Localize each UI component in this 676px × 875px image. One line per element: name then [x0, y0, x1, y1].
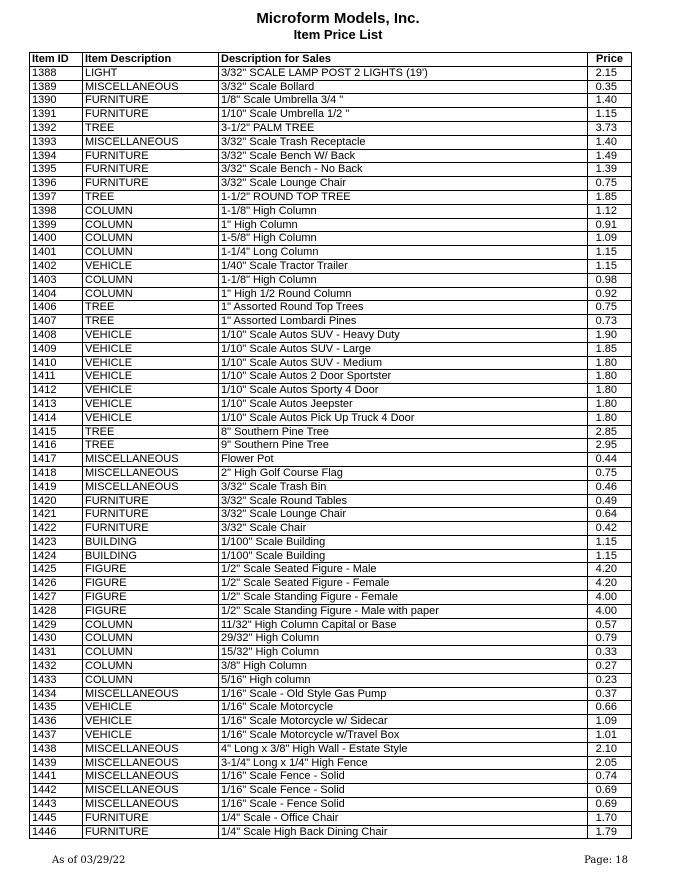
item-description-cell: VEHICLE [83, 370, 219, 384]
table-row [30, 480, 632, 494]
price-cell: 0.91 [588, 218, 632, 232]
table-row [30, 673, 632, 687]
item-id-cell: 1414 [30, 411, 83, 425]
price-cell: 0.98 [588, 273, 632, 287]
sales-description-cell: 1/100" Scale Building [219, 549, 588, 563]
item-id-cell: 1392 [30, 121, 83, 135]
price-cell: 2.85 [588, 425, 632, 439]
table-row [30, 604, 632, 618]
table-row [30, 522, 632, 536]
item-id-cell: 1439 [30, 756, 83, 770]
price-cell: 0.92 [588, 287, 632, 301]
table-body [30, 66, 632, 839]
item-id-cell: 1401 [30, 246, 83, 260]
price-cell: 0.66 [588, 701, 632, 715]
table-row [30, 411, 632, 425]
table-row [30, 729, 632, 743]
sales-description-cell: 4" Long x 3/8" High Wall - Estate Style [219, 742, 588, 756]
item-description-cell: FURNITURE [83, 494, 219, 508]
item-id-cell: 1389 [30, 80, 83, 94]
price-table [29, 52, 632, 839]
item-description-cell: COLUMN [83, 632, 219, 646]
sales-description-cell: 1" High 1/2 Round Column [219, 287, 588, 301]
item-description-cell: FURNITURE [83, 177, 219, 191]
table-row [30, 646, 632, 660]
item-id-cell: 1421 [30, 508, 83, 522]
sales-description-cell: 9" Southern Pine Tree [219, 439, 588, 453]
item-description-cell: VEHICLE [83, 259, 219, 273]
price-cell: 2.05 [588, 756, 632, 770]
item-id-cell: 1442 [30, 784, 83, 798]
sales-description-cell: 1" Assorted Round Top Trees [219, 301, 588, 315]
price-cell: 1.80 [588, 356, 632, 370]
table-row [30, 273, 632, 287]
item-id-cell: 1438 [30, 742, 83, 756]
item-description-cell: MISCELLANEOUS [83, 687, 219, 701]
item-id-cell: 1406 [30, 301, 83, 315]
price-cell: 0.69 [588, 798, 632, 812]
price-cell: 0.35 [588, 80, 632, 94]
item-id-cell: 1399 [30, 218, 83, 232]
item-description-cell: LIGHT [83, 66, 219, 80]
sales-description-cell: 1/4" Scale - Office Chair [219, 811, 588, 825]
item-description-cell: FURNITURE [83, 811, 219, 825]
price-cell: 1.85 [588, 190, 632, 204]
sales-description-cell: 2" High Golf Course Flag [219, 466, 588, 480]
table-row [30, 66, 632, 80]
price-cell: 0.49 [588, 494, 632, 508]
sales-description-cell: 3/8" High Column [219, 660, 588, 674]
price-cell: 1.79 [588, 825, 632, 839]
table-row [30, 742, 632, 756]
sales-description-cell: 1/16" Scale Fence - Solid [219, 784, 588, 798]
item-id-cell: 1441 [30, 770, 83, 784]
sales-description-cell: 1/16" Scale Motorcycle w/Travel Box [219, 729, 588, 743]
table-row [30, 825, 632, 839]
price-cell: 0.46 [588, 480, 632, 494]
item-description-cell: FURNITURE [83, 149, 219, 163]
item-id-cell: 1418 [30, 466, 83, 480]
item-description-cell: TREE [83, 190, 219, 204]
table-row [30, 287, 632, 301]
price-cell: 0.69 [588, 784, 632, 798]
item-description-cell: COLUMN [83, 246, 219, 260]
price-cell: 1.09 [588, 715, 632, 729]
table-row [30, 149, 632, 163]
sales-description-cell: 1/2" Scale Standing Figure - Female [219, 591, 588, 605]
table-row [30, 660, 632, 674]
table-row [30, 508, 632, 522]
table-row [30, 204, 632, 218]
table-row [30, 618, 632, 632]
sales-description-cell: 3/32" Scale Lounge Chair [219, 177, 588, 191]
item-id-cell: 1445 [30, 811, 83, 825]
table-row [30, 259, 632, 273]
price-cell: 1.15 [588, 108, 632, 122]
item-description-cell: TREE [83, 301, 219, 315]
price-cell: 1.80 [588, 397, 632, 411]
sales-description-cell: 5/16" High column [219, 673, 588, 687]
item-id-cell: 1404 [30, 287, 83, 301]
sales-description-cell: 3/32" Scale Trash Bin [219, 480, 588, 494]
item-description-cell: MISCELLANEOUS [83, 135, 219, 149]
item-description-cell: COLUMN [83, 660, 219, 674]
item-description-cell: TREE [83, 121, 219, 135]
sales-description-cell: 1/16" Scale - Old Style Gas Pump [219, 687, 588, 701]
table-row [30, 701, 632, 715]
table-row [30, 301, 632, 315]
item-description-cell: VEHICLE [83, 411, 219, 425]
sales-description-cell: 1/2" Scale Seated Figure - Male [219, 563, 588, 577]
sales-description-cell: 3/32" Scale Chair [219, 522, 588, 536]
table-row [30, 163, 632, 177]
table-row [30, 466, 632, 480]
item-id-cell: 1425 [30, 563, 83, 577]
price-cell: 1.70 [588, 811, 632, 825]
item-description-cell: COLUMN [83, 673, 219, 687]
sales-description-cell: 1/100" Scale Building [219, 535, 588, 549]
sales-description-cell: 1/4" Scale High Back Dining Chair [219, 825, 588, 839]
page-title: Microform Models, Inc. [256, 10, 420, 27]
item-description-cell: VEHICLE [83, 356, 219, 370]
sales-description-cell: 1-1/8" High Column [219, 204, 588, 218]
item-description-cell: FURNITURE [83, 825, 219, 839]
item-description-cell: BUILDING [83, 535, 219, 549]
table-row [30, 342, 632, 356]
price-cell: 0.73 [588, 315, 632, 329]
item-description-cell: FURNITURE [83, 163, 219, 177]
item-id-cell: 1433 [30, 673, 83, 687]
table-row [30, 535, 632, 549]
price-cell: 0.33 [588, 646, 632, 660]
table-row [30, 591, 632, 605]
item-description-cell: FIGURE [83, 591, 219, 605]
item-id-cell: 1408 [30, 328, 83, 342]
price-cell: 0.79 [588, 632, 632, 646]
item-description-cell: VEHICLE [83, 328, 219, 342]
item-description-cell: TREE [83, 439, 219, 453]
price-cell: 1.80 [588, 411, 632, 425]
item-description-cell: COLUMN [83, 204, 219, 218]
price-cell: 1.40 [588, 94, 632, 108]
footer-date: As of 03/29/22 [52, 855, 126, 866]
column-header-item-id: Item ID [30, 53, 83, 67]
sales-description-cell: 1/10" Scale Autos SUV - Large [219, 342, 588, 356]
table-row [30, 811, 632, 825]
table-row [30, 756, 632, 770]
price-cell: 1.12 [588, 204, 632, 218]
page-number: Page: 18 [584, 855, 628, 866]
price-cell: 1.15 [588, 259, 632, 273]
item-id-cell: 1407 [30, 315, 83, 329]
price-cell: 4.00 [588, 604, 632, 618]
price-cell: 1.80 [588, 384, 632, 398]
price-cell: 2.15 [588, 66, 632, 80]
sales-description-cell: 3/32" Scale Bench - No Back [219, 163, 588, 177]
item-id-cell: 1437 [30, 729, 83, 743]
table-row [30, 356, 632, 370]
item-description-cell: VEHICLE [83, 715, 219, 729]
item-description-cell: MISCELLANEOUS [83, 798, 219, 812]
item-description-cell: TREE [83, 425, 219, 439]
sales-description-cell: 8" Southern Pine Tree [219, 425, 588, 439]
item-id-cell: 1398 [30, 204, 83, 218]
table-row [30, 232, 632, 246]
price-cell: 4.20 [588, 563, 632, 577]
item-id-cell: 1417 [30, 453, 83, 467]
sales-description-cell: 1/16" Scale Fence - Solid [219, 770, 588, 784]
price-cell: 0.64 [588, 508, 632, 522]
table-row [30, 108, 632, 122]
sales-description-cell: 15/32" High Column [219, 646, 588, 660]
price-cell: 0.57 [588, 618, 632, 632]
table-row [30, 94, 632, 108]
item-description-cell: COLUMN [83, 618, 219, 632]
item-id-cell: 1422 [30, 522, 83, 536]
price-cell: 1.39 [588, 163, 632, 177]
table-row [30, 315, 632, 329]
table-row [30, 770, 632, 784]
sales-description-cell: 1" Assorted Lombardi Pines [219, 315, 588, 329]
price-cell: 0.37 [588, 687, 632, 701]
sales-description-cell: 1-5/8" High Column [219, 232, 588, 246]
table-row [30, 494, 632, 508]
price-cell: 0.75 [588, 177, 632, 191]
price-cell: 0.27 [588, 660, 632, 674]
table-row [30, 453, 632, 467]
table-row [30, 218, 632, 232]
sales-description-cell: 1/16" Scale Motorcycle w/ Sidecar [219, 715, 588, 729]
item-id-cell: 1443 [30, 798, 83, 812]
item-id-cell: 1428 [30, 604, 83, 618]
price-cell: 0.75 [588, 466, 632, 480]
item-description-cell: VEHICLE [83, 342, 219, 356]
item-id-cell: 1419 [30, 480, 83, 494]
table-row [30, 80, 632, 94]
sales-description-cell: 1/10" Scale Autos 2 Door Sportster [219, 370, 588, 384]
sales-description-cell: 1/10" Scale Autos Sporty 4 Door [219, 384, 588, 398]
table-row [30, 715, 632, 729]
column-header-price: Price [588, 53, 632, 67]
price-cell: 0.44 [588, 453, 632, 467]
item-description-cell: FIGURE [83, 577, 219, 591]
sales-description-cell: 1/10" Scale Autos Jeepster [219, 397, 588, 411]
sales-description-cell: 1-1/8" High Column [219, 273, 588, 287]
item-id-cell: 1435 [30, 701, 83, 715]
table-row [30, 135, 632, 149]
item-id-cell: 1431 [30, 646, 83, 660]
table-row [30, 439, 632, 453]
item-id-cell: 1396 [30, 177, 83, 191]
price-cell: 1.01 [588, 729, 632, 743]
table-row [30, 784, 632, 798]
table-row [30, 577, 632, 591]
item-description-cell: FIGURE [83, 604, 219, 618]
sales-description-cell: 1/8" Scale Umbrella 3/4 " [219, 94, 588, 108]
item-id-cell: 1395 [30, 163, 83, 177]
item-id-cell: 1423 [30, 535, 83, 549]
item-description-cell: VEHICLE [83, 384, 219, 398]
item-id-cell: 1393 [30, 135, 83, 149]
item-id-cell: 1429 [30, 618, 83, 632]
price-cell: 1.15 [588, 535, 632, 549]
price-cell: 1.15 [588, 246, 632, 260]
price-cell: 0.74 [588, 770, 632, 784]
sales-description-cell: 1/16" Scale - Fence Solid [219, 798, 588, 812]
item-description-cell: MISCELLANEOUS [83, 466, 219, 480]
sales-description-cell: 3-1/4" Long x 1/4" High Fence [219, 756, 588, 770]
item-description-cell: MISCELLANEOUS [83, 742, 219, 756]
item-description-cell: MISCELLANEOUS [83, 453, 219, 467]
price-cell: 0.23 [588, 673, 632, 687]
item-id-cell: 1412 [30, 384, 83, 398]
item-id-cell: 1409 [30, 342, 83, 356]
item-id-cell: 1390 [30, 94, 83, 108]
item-description-cell: MISCELLANEOUS [83, 480, 219, 494]
sales-description-cell: 1/10" Scale Umbrella 1/2 " [219, 108, 588, 122]
item-id-cell: 1388 [30, 66, 83, 80]
item-id-cell: 1427 [30, 591, 83, 605]
price-cell: 1.80 [588, 370, 632, 384]
price-cell: 1.90 [588, 328, 632, 342]
item-description-cell: FURNITURE [83, 94, 219, 108]
item-id-cell: 1420 [30, 494, 83, 508]
table-row [30, 246, 632, 260]
sales-description-cell: 1/10" Scale Autos SUV - Medium [219, 356, 588, 370]
sales-description-cell: 1/2" Scale Seated Figure - Female [219, 577, 588, 591]
item-id-cell: 1416 [30, 439, 83, 453]
item-description-cell: MISCELLANEOUS [83, 770, 219, 784]
item-id-cell: 1426 [30, 577, 83, 591]
table-row [30, 370, 632, 384]
table-row [30, 384, 632, 398]
sales-description-cell: 1/40" Scale Tractor Trailer [219, 259, 588, 273]
item-id-cell: 1403 [30, 273, 83, 287]
price-cell: 1.49 [588, 149, 632, 163]
table-row [30, 425, 632, 439]
item-description-cell: VEHICLE [83, 397, 219, 411]
table-row [30, 190, 632, 204]
table-row [30, 397, 632, 411]
sales-description-cell: 1-1/4" Long Column [219, 246, 588, 260]
item-id-cell: 1424 [30, 549, 83, 563]
sales-description-cell: 29/32" High Column [219, 632, 588, 646]
item-id-cell: 1434 [30, 687, 83, 701]
sales-description-cell: 3-1/2" PALM TREE [219, 121, 588, 135]
column-header-description-for-sales: Description for Sales [219, 53, 588, 67]
sales-description-cell: 1/10" Scale Autos SUV - Heavy Duty [219, 328, 588, 342]
item-id-cell: 1413 [30, 397, 83, 411]
item-description-cell: FURNITURE [83, 508, 219, 522]
page-subtitle: Item Price List [293, 27, 383, 42]
item-description-cell: FURNITURE [83, 522, 219, 536]
item-id-cell: 1446 [30, 825, 83, 839]
sales-description-cell: 11/32" High Column Capital or Base [219, 618, 588, 632]
sales-description-cell: 3/32" Scale Lounge Chair [219, 508, 588, 522]
price-cell: 0.75 [588, 301, 632, 315]
price-cell: 1.85 [588, 342, 632, 356]
sales-description-cell: 1/2" Scale Standing Figure - Male with paper [219, 604, 588, 618]
item-description-cell: MISCELLANEOUS [83, 756, 219, 770]
table-row [30, 121, 632, 135]
item-id-cell: 1432 [30, 660, 83, 674]
sales-description-cell: 3/32" Scale Bench W/ Back [219, 149, 588, 163]
item-id-cell: 1410 [30, 356, 83, 370]
table-row [30, 328, 632, 342]
item-description-cell: VEHICLE [83, 701, 219, 715]
item-id-cell: 1402 [30, 259, 83, 273]
table-row [30, 687, 632, 701]
price-cell: 1.15 [588, 549, 632, 563]
item-description-cell: TREE [83, 315, 219, 329]
item-description-cell: BUILDING [83, 549, 219, 563]
sales-description-cell: 3/32" Scale Bollard [219, 80, 588, 94]
item-description-cell: COLUMN [83, 232, 219, 246]
item-id-cell: 1430 [30, 632, 83, 646]
table-row [30, 632, 632, 646]
item-id-cell: 1400 [30, 232, 83, 246]
price-cell: 2.95 [588, 439, 632, 453]
item-description-cell: COLUMN [83, 218, 219, 232]
item-id-cell: 1436 [30, 715, 83, 729]
table-row [30, 563, 632, 577]
sales-description-cell: 1" High Column [219, 218, 588, 232]
sales-description-cell: 1/16" Scale Motorcycle [219, 701, 588, 715]
sales-description-cell: Flower Pot [219, 453, 588, 467]
item-description-cell: MISCELLANEOUS [83, 80, 219, 94]
price-cell: 0.42 [588, 522, 632, 536]
price-cell: 2.10 [588, 742, 632, 756]
sales-description-cell: 1-1/2" ROUND TOP TREE [219, 190, 588, 204]
item-id-cell: 1415 [30, 425, 83, 439]
item-description-cell: FURNITURE [83, 108, 219, 122]
sales-description-cell: 3/32" Scale Trash Receptacle [219, 135, 588, 149]
item-description-cell: COLUMN [83, 287, 219, 301]
price-cell: 4.20 [588, 577, 632, 591]
table-header-row [30, 53, 632, 67]
item-id-cell: 1394 [30, 149, 83, 163]
item-description-cell: COLUMN [83, 646, 219, 660]
item-description-cell: MISCELLANEOUS [83, 784, 219, 798]
column-header-item-description: Item Description [83, 53, 219, 67]
item-id-cell: 1391 [30, 108, 83, 122]
table-row [30, 798, 632, 812]
table-row [30, 549, 632, 563]
item-description-cell: FIGURE [83, 563, 219, 577]
sales-description-cell: 1/10" Scale Autos Pick Up Truck 4 Door [219, 411, 588, 425]
sales-description-cell: 3/32" SCALE LAMP POST 2 LIGHTS (19') [219, 66, 588, 80]
price-cell: 3.73 [588, 121, 632, 135]
price-cell: 1.09 [588, 232, 632, 246]
price-cell: 4.00 [588, 591, 632, 605]
sales-description-cell: 3/32" Scale Round Tables [219, 494, 588, 508]
item-description-cell: COLUMN [83, 273, 219, 287]
table-row [30, 177, 632, 191]
item-description-cell: VEHICLE [83, 729, 219, 743]
item-id-cell: 1397 [30, 190, 83, 204]
price-cell: 1.40 [588, 135, 632, 149]
item-id-cell: 1411 [30, 370, 83, 384]
